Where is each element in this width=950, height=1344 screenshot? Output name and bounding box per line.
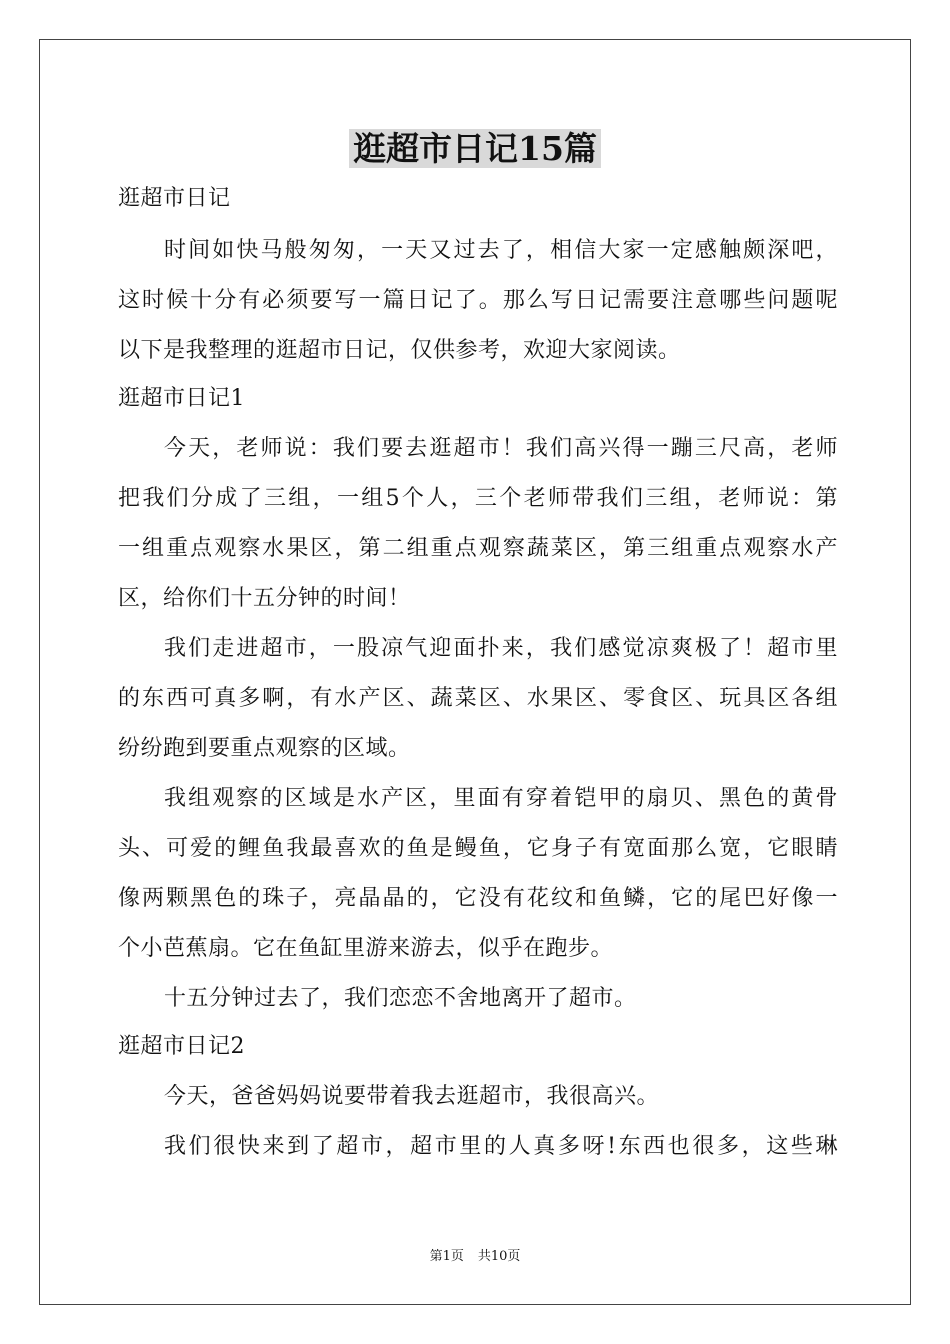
paragraph-line: 以下是我整理的逛超市日记，仅供参考，欢迎大家阅读。 — [118, 338, 681, 363]
paragraph-line: 这时候十分有必须要写一篇日记了。那么写日记需要注意哪些问题呢 — [118, 288, 838, 313]
page-footer — [0, 1248, 950, 1266]
paragraph-line: 个小芭蕉扇。它在鱼缸里游来游去，似乎在跑步。 — [118, 936, 614, 961]
paragraph-line: 把我们分成了三组，一组5个人，三个老师带我们三组，老师说：第 — [118, 486, 838, 511]
document-title: 逛超市日记15篇 — [0, 126, 950, 172]
paragraph-line: 一组重点观察水果区，第二组重点观察蔬菜区，第三组重点观察水产 — [118, 536, 838, 561]
section-heading: 逛超市日记1 — [118, 386, 245, 411]
paragraph-line: 我们很快来到了超市，超市里的人真多呀!东西也很多，这些琳 — [164, 1134, 838, 1159]
section-heading: 逛超市日记 — [118, 186, 231, 211]
page-border — [39, 39, 911, 1305]
paragraph-line: 像两颗黑色的珠子，亮晶晶的，它没有花纹和鱼鳞，它的尾巴好像一 — [118, 886, 838, 911]
paragraph-line: 今天，爸爸妈妈说要带着我去逛超市，我很高兴。 — [164, 1084, 660, 1109]
paragraph-line: 我组观察的区域是水产区，里面有穿着铠甲的扇贝、黑色的黄骨 — [164, 786, 838, 811]
paragraph-line: 时间如快马般匆匆，一天又过去了，相信大家一定感触颇深吧， — [164, 238, 838, 263]
page-number: 第1页 — [429, 1249, 464, 1264]
paragraph-line: 纷纷跑到要重点观察的区域。 — [118, 736, 411, 761]
paragraph-line: 的东西可真多啊，有水产区、蔬菜区、水果区、零食区、玩具区各组 — [118, 686, 838, 711]
section-heading: 逛超市日记2 — [118, 1034, 245, 1059]
page-total: 共10页 — [477, 1249, 521, 1264]
paragraph-line: 区，给你们十五分钟的时间！ — [118, 586, 411, 611]
paragraph-line: 十五分钟过去了，我们恋恋不舍地离开了超市。 — [164, 986, 637, 1011]
paragraph-line: 今天，老师说：我们要去逛超市！我们高兴得一蹦三尺高，老师 — [164, 436, 838, 461]
paragraph-line: 我们走进超市，一股凉气迎面扑来，我们感觉凉爽极了！超市里 — [164, 636, 838, 661]
paragraph-line: 头、可爱的鲤鱼我最喜欢的鱼是鳗鱼，它身子有宽面那么宽，它眼睛 — [118, 836, 838, 861]
